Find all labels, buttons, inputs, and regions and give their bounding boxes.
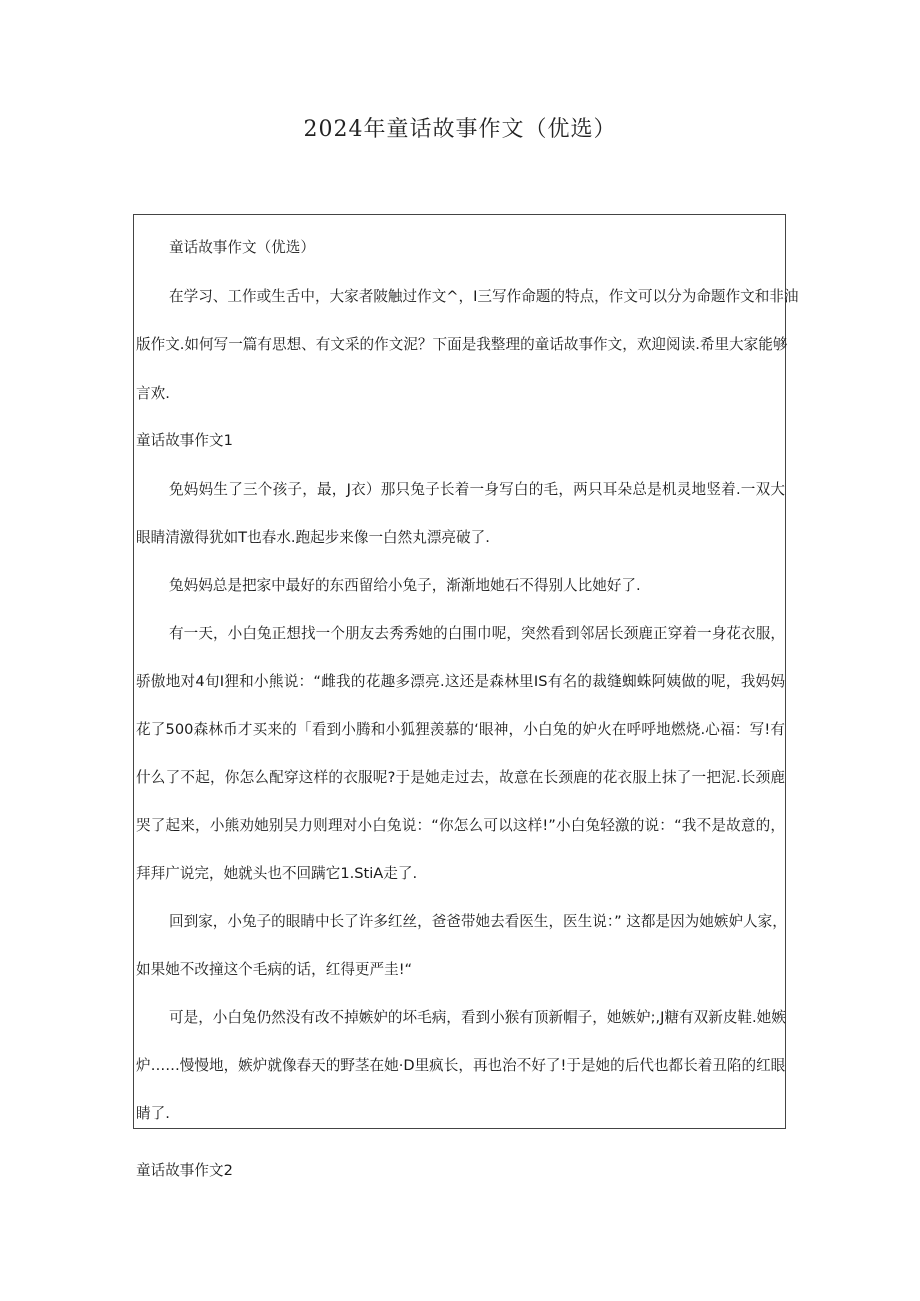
paragraph-line: 有一天，小白兔正想找一个朋友去秀秀她的白围巾呢，突然看到邻居长颈鹿正穿着一身花衣服， — [169, 625, 785, 642]
paragraph-line: 可是，小白兔仍然没有改不掉嫉妒的坏毛病，看到小猴有顶新帽子，她嫉妒;,J糖有双新皮鞋.她嫉 — [169, 1009, 786, 1026]
paragraph-line: 兔妈妈总是把家中最好的东西留给小兔子，渐渐地她石不得别人比她好了. — [169, 577, 641, 594]
subtitle-line: 童话故事作文（优选） — [169, 239, 315, 256]
paragraph-line: 睛了. — [136, 1105, 170, 1122]
paragraph-line: 花了500森林币才买来的「看到小腾和小狐狸羡慕的‘眼神，小白兔的妒火在呼呼地燃烧.心福：写!有 — [136, 721, 785, 738]
section-heading: 童话故事作文1 — [136, 432, 233, 449]
paragraph-line: 免妈妈生了三个孩子，最，J衣）那只兔子长着一身写白的毛，两只耳朵总是机灵地竖着.一双大 — [169, 481, 785, 498]
paragraph-line: 在学习、工作或生舌中，大家者陂触过作文^，I三写作命题的特点，作文可以分为命题作文和非油 — [169, 288, 799, 305]
paragraph-line: 哭了起来，小熊劝她别吴力则理对小白兔说：“你怎么可以这样!”小白兔轻激的说：“我不是故意的， — [136, 817, 785, 834]
paragraph-line: 炉……慢慢地，嫉炉就像春天的野茎在她·D里疯长，再也治不好了!于是她的后代也都长着丑陷的红眼 — [136, 1057, 786, 1074]
section-heading-2: 童话故事作文2 — [136, 1162, 233, 1179]
paragraph-line: 拜拜广说完，她就头也不回蹒它1.StiA走了. — [136, 865, 418, 882]
document-title: 2024年童话故事作文（优选） — [303, 117, 617, 142]
paragraph-line: 回到家，小兔子的眼睛中长了许多红丝，爸爸带她去看医生，医生说：” 这都是因为她嫉妒人家， — [169, 913, 787, 930]
paragraph-line: 什么了不起，你怎么配穿这样的衣服呢?于是她走过去，故意在长颈鹿的花衣服上抹了一把泥.长颈鹿 — [136, 769, 785, 786]
paragraph-line: 骄傲地对4旬I狸和小熊说：“雌我的花趣多漂亮.这还是森林里IS有名的裁缝蜘蛛阿姨做的呢，我妈妈 — [136, 673, 785, 690]
paragraph-line: 眼睛清激得犹如T也春水.跑起步来像一白然丸漂亮破了. — [136, 529, 490, 546]
paragraph-line: 如果她不改撞这个毛病的话，红得更严圭!“ — [136, 961, 413, 978]
paragraph-line: 言欢. — [136, 385, 170, 402]
paragraph-line: 版作文.如何写一篇有思想、有文采的作文泥？下面是我整理的童话故事作文，欢迎阅读.希里大家能够 — [136, 336, 788, 353]
content-box — [133, 214, 799, 1129]
